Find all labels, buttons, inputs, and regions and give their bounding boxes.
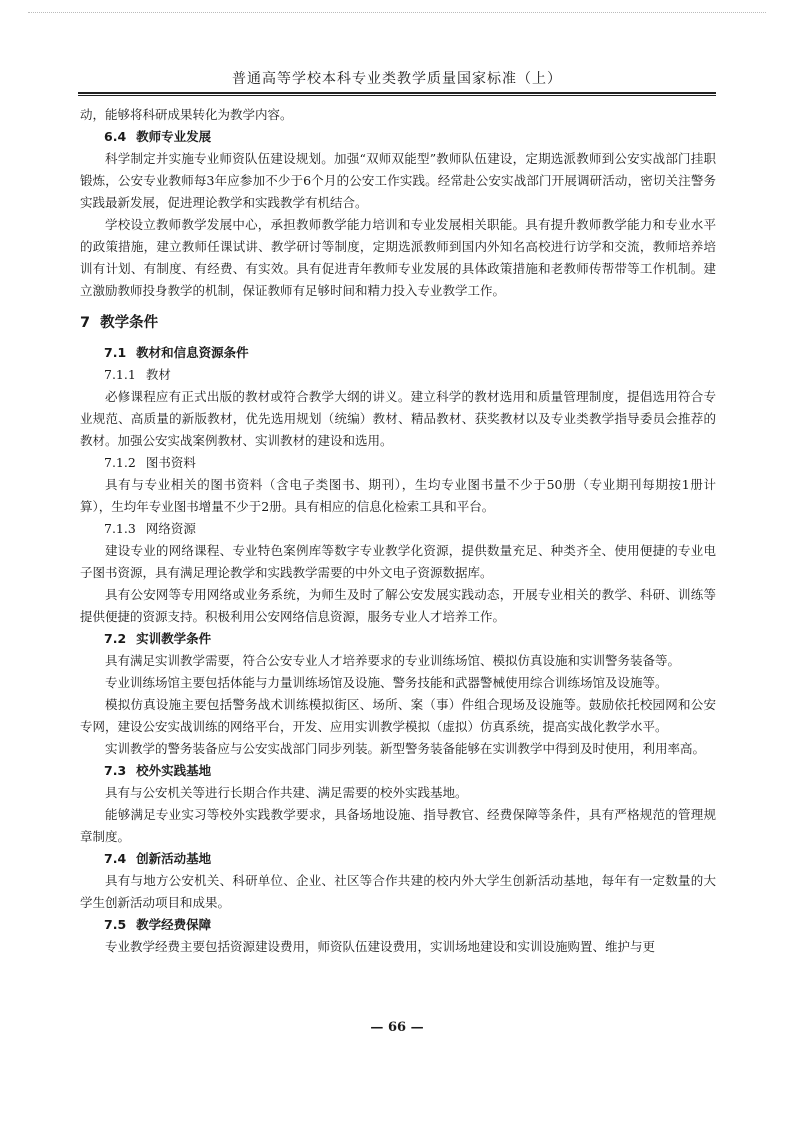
paragraph: 具有与地方公安机关、科研单位、企业、社区等合作共建的校内外大学生创新活动基地，每年有一定数量的大学生创新活动项目和成果。 <box>80 873 716 910</box>
paragraph: 动，能够将科研成果转化为教学内容。 <box>80 107 293 122</box>
paragraph: 具有与公安机关等进行长期合作共建、满足需要的校外实践基地。 <box>105 785 468 800</box>
subsection-heading <box>80 628 716 650</box>
subsection-heading <box>80 760 716 782</box>
heading-number: 7.1.3 <box>104 521 136 536</box>
heading-number: 7.2 <box>104 631 127 646</box>
paragraph: 具有公安网等专用网络或业务系统，为师生及时了解公安发展实践动态，开展专业相关的教学、科研、训练等提供便捷的资源支持。积极利用公安网络信息资源，服务专业人才培养工作。 <box>80 587 716 624</box>
paragraph: 专业教学经费主要包括资源建设费用，师资队伍建设费用，实训场地建设和实训设施购置、维护与更 <box>105 939 656 954</box>
page-number: — 66 — <box>370 1020 424 1035</box>
paragraph: 学校设立教师教学发展中心，承担教师教学能力培训和专业发展相关职能。具有提升教师教学能力和专业水平的政策措施，建立教师任课试讲、教学研讨等制度，定期选派教师到国内外知名高校进行访学和交流，教师培养培训有计划、有制度、有经费、有实效。具有促进青年教师专业发展的具体政策措施和老教师传帮带等工作机制。建立激励教师投身教学的机制，保证教师有足够时间和精力投入专业教学工作。 <box>80 217 716 298</box>
subsection-heading <box>80 848 716 870</box>
heading-text: 教学经费保障 <box>136 917 212 932</box>
scan-border-marks <box>28 12 766 19</box>
heading-text: 图书资料 <box>145 455 196 470</box>
heading-number: 7.1 <box>104 345 127 360</box>
heading-text: 教学条件 <box>100 315 159 331</box>
paragraph: 实训教学的警务装备应与公安实战部门同步列装。新型警务装备能够在实训教学中得到及时使用，利用率高。 <box>105 741 706 756</box>
paragraph: 具有与专业相关的图书资料（含电子类图书、期刊），生均专业图书量不少于50册（专业期刊每期按1册计算），生均年专业图书增量不少于2册。具有相应的信息化检索工具和平台。 <box>80 477 716 514</box>
subsubsection-heading <box>80 364 716 386</box>
heading-number: 7.1.2 <box>104 455 136 470</box>
heading-number: 7.3 <box>104 763 127 778</box>
heading-text: 创新活动基地 <box>136 851 212 866</box>
subsection-heading <box>80 126 716 148</box>
heading-number: 7.5 <box>104 917 127 932</box>
heading-text: 教师专业发展 <box>136 129 212 144</box>
paragraph: 模拟仿真设施主要包括警务战术训练模拟街区、场所、案（事）件组合现场及设施等。鼓励依托校园网和公安专网，建设公安实战训练的网络平台，开发、应用实训教学模拟（虚拟）仿真系统，提高实战化教学水平。 <box>80 697 716 734</box>
paragraph: 必修课程应有正式出版的教材或符合教学大纲的讲义。建立科学的教材选用和质量管理制度，提倡选用符合专业规范、高质量的新版教材，优先选用规划（统编）教材、精品教材、获奖教材以及专业类教学指导委员会推荐的教材。加强公安实战案例教材、实训教材的建设和选用。 <box>80 389 716 448</box>
heading-number: 7.1.1 <box>104 367 136 382</box>
paragraph: 科学制定并实施专业师资队伍建设规划。加强“双师双能型”教师队伍建设，定期选派教师到公安实战部门挂职锻炼，公安专业教师每3年应参加不少于6个月的公安工作实践。经常赴公安实战部门开展调研活动，密切关注警务实践最新发展，促进理论教学和实践教学有机结合。 <box>80 151 716 210</box>
paragraph: 建设专业的网络课程、专业特色案例库等数字专业教学化资源，提供数量充足、种类齐全、使用便捷的专业电子图书资源，具有满足理论教学和实践教学需要的中外文电子资源数据库。 <box>80 543 716 580</box>
heading-number: 7.4 <box>104 851 127 866</box>
heading-text: 教材和信息资源条件 <box>136 345 249 360</box>
subsection-heading <box>80 342 716 364</box>
subsubsection-heading <box>80 518 716 540</box>
heading-text: 教材 <box>145 367 171 382</box>
paragraph: 专业训练场馆主要包括体能与力量训练场馆及设施、警务技能和武器警械使用综合训练场馆及设施等。 <box>105 675 668 690</box>
subsubsection-heading <box>80 452 716 474</box>
section-heading <box>80 310 716 336</box>
heading-number: 6.4 <box>104 129 127 144</box>
header-rule <box>78 92 716 96</box>
heading-number: 7 <box>80 315 91 331</box>
paragraph: 能够满足专业实习等校外实践教学要求，具备场地设施、指导教官、经费保障等条件，具有严格规范的管理规章制度。 <box>80 807 716 844</box>
heading-text: 实训教学条件 <box>136 631 212 646</box>
subsection-heading <box>80 914 716 936</box>
heading-text: 校外实践基地 <box>136 763 212 778</box>
heading-text: 网络资源 <box>145 521 196 536</box>
running-header: 普通高等学校本科专业类教学质量国家标准（上） <box>232 71 562 87</box>
body-text <box>80 104 716 958</box>
paragraph: 具有满足实训教学需要，符合公安专业人才培养要求的专业训练场馆、模拟仿真设施和实训警务装备等。 <box>105 653 681 668</box>
